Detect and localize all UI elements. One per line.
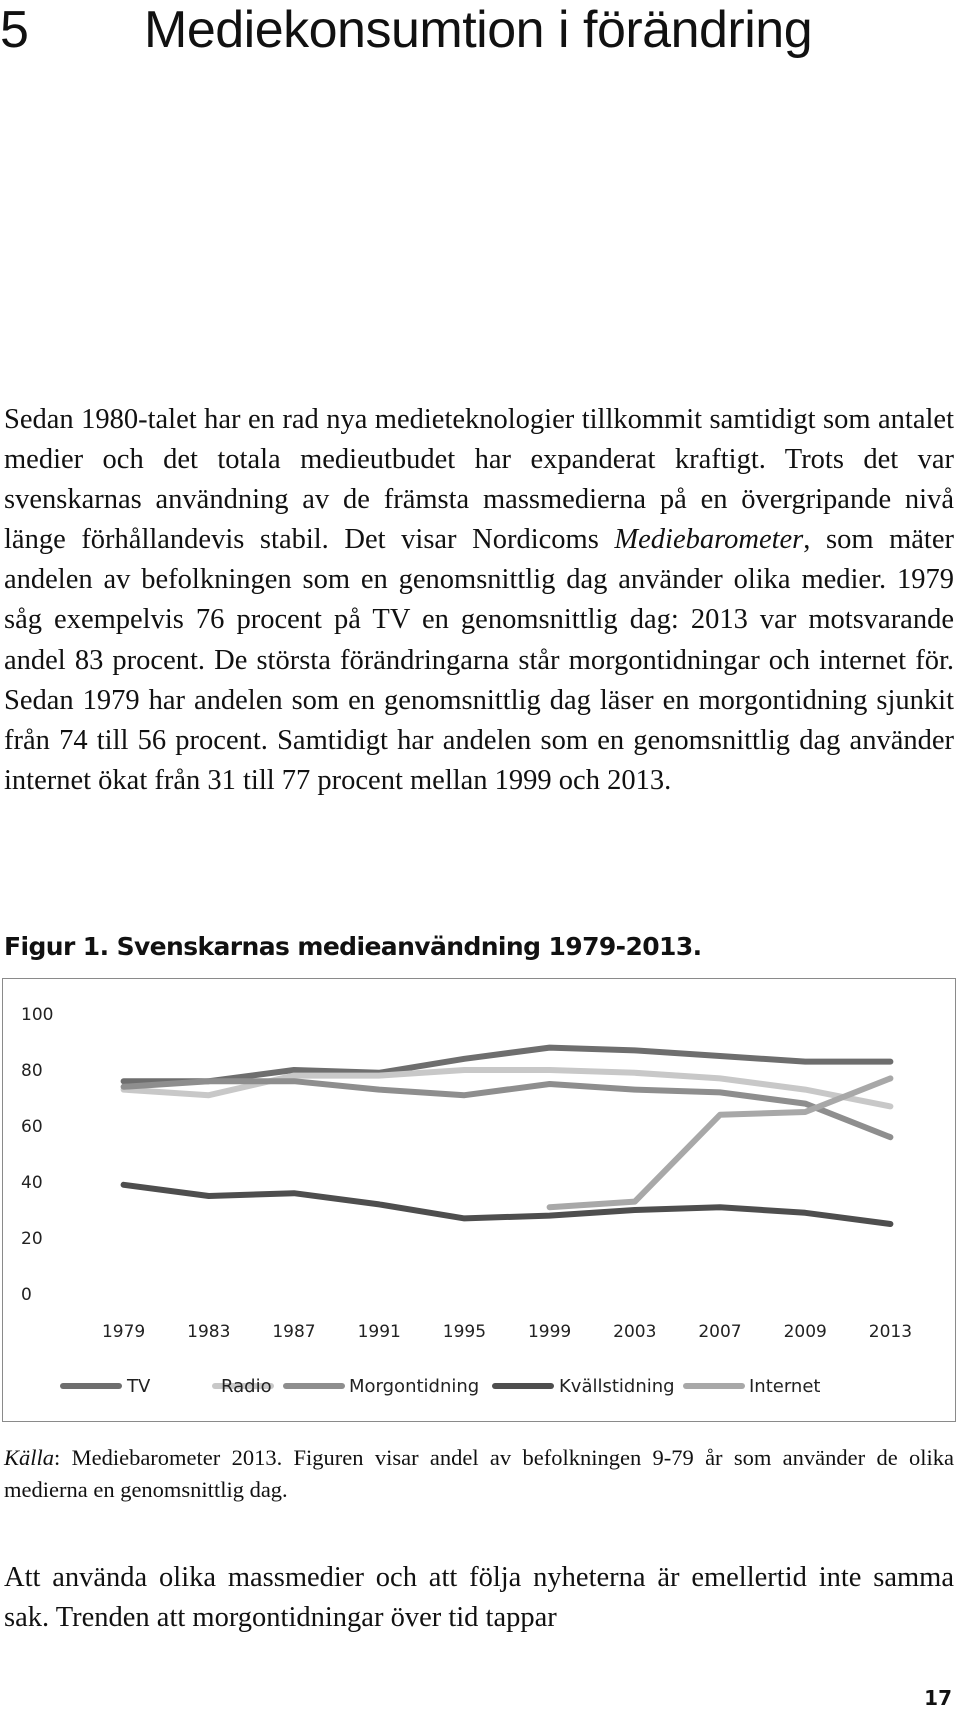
x-tick-label: 1987 bbox=[272, 1322, 316, 1342]
paragraph-text: Sedan 1980-talet har en rad nya medieteknologier tillkommit samtidigt som antalet medier och det totala medieutbudet har expanderat kraftigt. Trots det var svenskarnas användning av de främsta massmedierna på en övergripande nivå länge förhållandevis stabil. Det visar Nordicoms bbox=[4, 404, 954, 556]
series-line-kvällstidning bbox=[124, 1185, 891, 1224]
x-tick-label: 1991 bbox=[357, 1322, 401, 1342]
series-line-tv bbox=[124, 1048, 891, 1082]
chapter-title: Mediekonsumtion i förändring bbox=[144, 1, 813, 59]
x-tick-label: 2013 bbox=[868, 1322, 913, 1342]
figure-caption bbox=[4, 1442, 954, 1506]
x-tick-label: 2007 bbox=[698, 1322, 742, 1342]
page-number: 17 bbox=[924, 1686, 952, 1710]
caption-text: : Mediebarometer 2013. Figuren visar andel av befolkningen 9-79 år som använder de olika medierna en genomsnittlig dag. bbox=[4, 1445, 954, 1502]
legend-label: Internet bbox=[749, 1376, 821, 1397]
y-tick-label: 0 bbox=[21, 1285, 32, 1305]
x-tick-label: 1995 bbox=[442, 1322, 487, 1342]
x-tick-label: 2009 bbox=[783, 1322, 827, 1342]
y-tick-label: 60 bbox=[21, 1117, 43, 1137]
y-tick-label: 40 bbox=[21, 1173, 43, 1193]
x-tick-label: 1979 bbox=[101, 1322, 146, 1342]
body-paragraph-1 bbox=[4, 400, 954, 801]
y-tick-label: 80 bbox=[21, 1061, 43, 1081]
source-label: Källa bbox=[4, 1445, 55, 1470]
x-tick-label: 1983 bbox=[187, 1322, 231, 1342]
legend-label: Radio bbox=[221, 1376, 272, 1397]
figure-title: Figur 1. Svenskarnas medieanvändning 1979-2013. bbox=[4, 932, 702, 961]
x-tick-label: 1999 bbox=[527, 1322, 572, 1342]
publication-name: Mediebarometer bbox=[614, 524, 804, 556]
body-paragraph-2: Att använda olika massmedier och att följa nyheterna är emellertid inte samma sak. Trenden att morgontidningar över tid tappar bbox=[4, 1562, 954, 1634]
legend-label: Morgontidning bbox=[349, 1376, 480, 1397]
line-chart bbox=[3, 979, 954, 1420]
y-tick-label: 20 bbox=[21, 1229, 43, 1249]
y-tick-label: 100 bbox=[21, 1005, 54, 1025]
paragraph-text: , som mäter andelen av befolkningen som en genomsnittlig dag använder olika medier. 1979 såg exempelvis 76 procent på TV en genomsnittlig dag: 2013 var motsvarande andel 83 procent. De största förändringarna står morgontidningar och internet för. Sedan 1979 har andelen som en genomsnittlig dag läser en morgontidning sjunkit från 74 till 56 procent. Samtidigt har andelen som en genomsnittlig dag använder internet ökat från 31 till 77 procent mellan 1999 och 2013. bbox=[4, 524, 954, 796]
chapter-number: 5 bbox=[0, 1, 29, 59]
chart-frame bbox=[2, 978, 956, 1422]
series-line-internet bbox=[550, 1078, 891, 1207]
legend-label: Kvällstidning bbox=[559, 1376, 675, 1397]
x-tick-label: 2003 bbox=[613, 1322, 657, 1342]
legend-label: TV bbox=[127, 1376, 151, 1397]
